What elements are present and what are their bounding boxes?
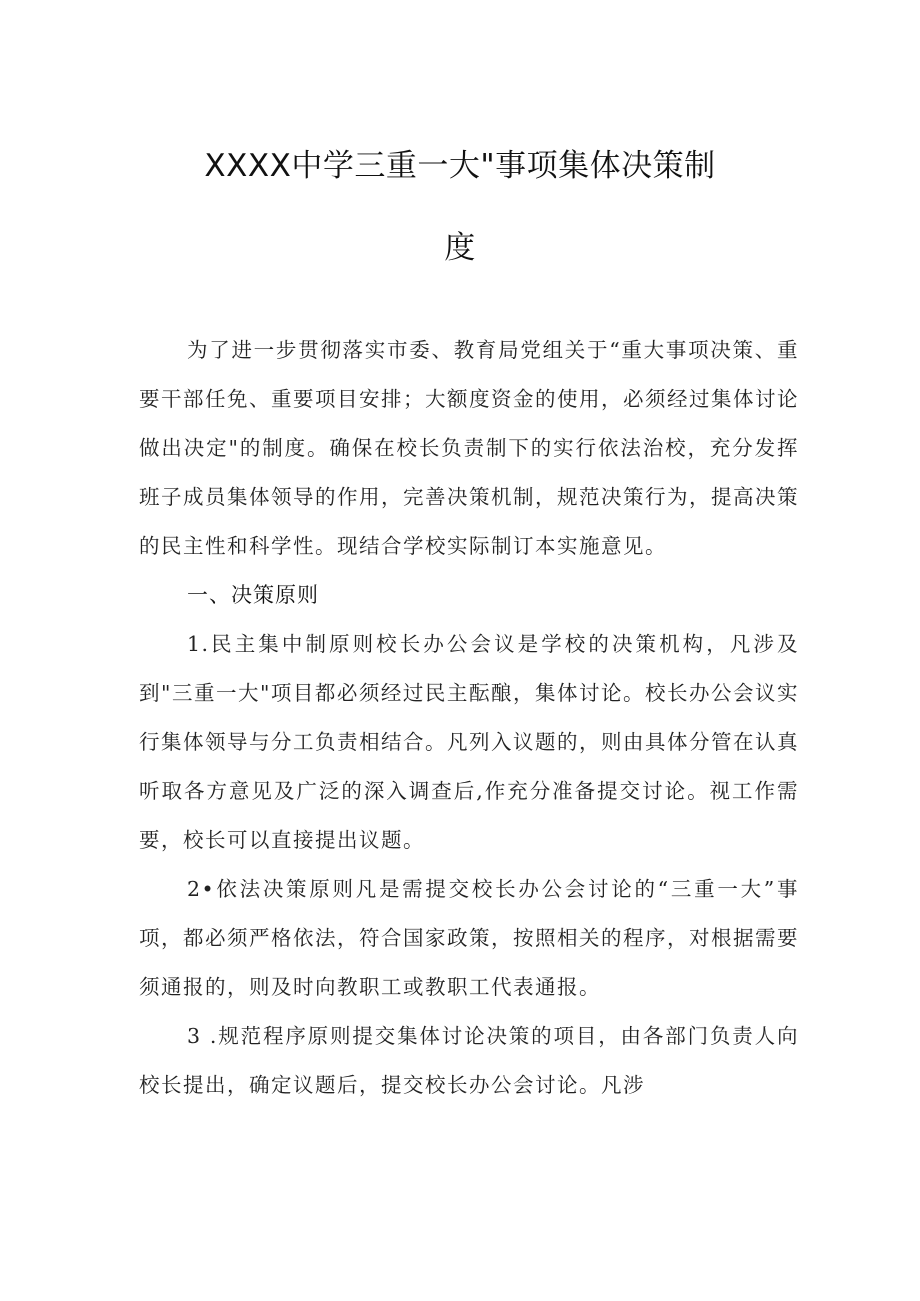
document-body	[139, 326, 799, 1110]
principle-3-paragraph: 3 .规范程序原则提交集体讨论决策的项目，由各部门负责人向校长提出，确定议题后，提交校长办公会讨论。凡涉	[139, 1024, 799, 1097]
principle-2-paragraph: 2•依法决策原则凡是需提交校长办公会讨论的“三重一大”事项，都必须严格依法，符合国家政策，按照相关的程序，对根据需要须通报的，则及时向教职工或教职工代表通报。	[139, 877, 799, 999]
document-title-line-2: 度	[444, 230, 476, 266]
intro-paragraph: 为了进一步贯彻落实市委、教育局党组关于“重大事项决策、重要干部任免、重要项目安排；大额度资金的使用，必须经过集体讨论做出决定"的制度。确保在校长负责制下的实行依法治校，充分发挥班子成员集体领导的作用，完善决策机制，规范决策行为，提高决策的民主性和科学性。现结合学校实际制订本实施意见。	[139, 338, 799, 558]
principle-1-paragraph: 1.民主集中制原则校长办公会议是学校的决策机构，凡涉及到"三重一大"项目都必须经过民主酝酿，集体讨论。校长办公会议实行集体领导与分工负责相结合。凡列入议题的，则由具体分管在认真听取各方意见及广泛的深入调查后,作充分准备提交讨论。视工作需要，校长可以直接提出议题。	[139, 632, 799, 852]
section-heading: 一、决策原则	[187, 583, 319, 607]
document-title-line-1: XXXX中学三重一大"事项集体决策制	[204, 148, 716, 184]
